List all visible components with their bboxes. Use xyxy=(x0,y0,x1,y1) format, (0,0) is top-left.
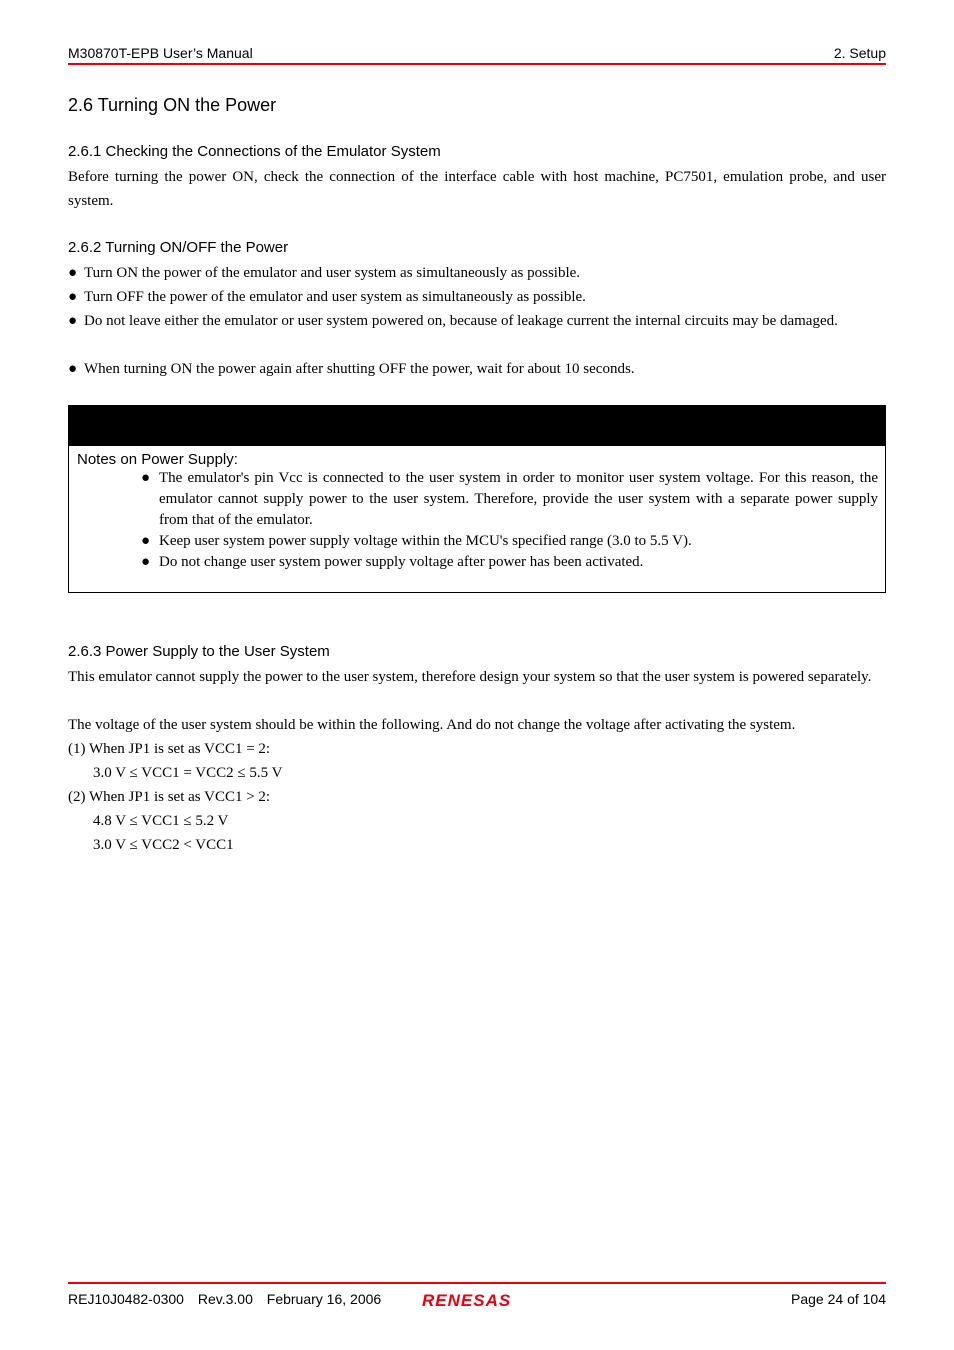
list-item xyxy=(68,309,886,333)
note-item-text: Keep user system power supply voltage within the MCU's specified range (3.0 to 5.5 V). xyxy=(159,533,692,549)
bullet-dot-icon: ● xyxy=(68,289,78,305)
bullet-dot-icon: ● xyxy=(68,313,78,329)
list-item xyxy=(68,261,886,285)
page-number: Page 24 of 104 xyxy=(791,1291,886,1307)
renesas-logo-icon xyxy=(420,1289,534,1311)
page-header xyxy=(68,44,886,62)
list-item-text: Turn ON the power of the emulator and user system as simultaneously as possible. xyxy=(84,265,581,281)
bullet-dot-icon: ● xyxy=(141,470,151,486)
subsection-title-2-6-2: 2.6.2 Turning ON/OFF the Power xyxy=(68,239,289,256)
bullet-dot-icon: ● xyxy=(141,533,151,549)
chapter-label: 2. Setup xyxy=(833,45,886,61)
subsection-body-2-6-3: This emulator cannot supply the power to the user system, therefore design your system so that the user system is powered separately. xyxy=(68,669,872,685)
note-header-band xyxy=(69,406,885,446)
header-rule xyxy=(68,63,886,65)
list-item xyxy=(68,357,886,381)
note-item-text: Do not change user system power supply voltage after power has been activated. xyxy=(159,554,644,570)
case-label: (2) When JP1 is set as VCC1 > 2: xyxy=(68,789,271,805)
note-item-text: The emulator's pin Vcc is connected to the user system in order to monitor user system voltage. For this reason, the emulator cannot supply power to the user system. Therefore, provide the user system with a separate power supply from that of the emulator. xyxy=(159,470,878,528)
voltage-condition: 3.0 V ≤ VCC2 < VCC1 xyxy=(93,837,234,853)
list-item xyxy=(68,285,886,309)
case-label: (1) When JP1 is set as VCC1 = 2: xyxy=(68,741,271,757)
publish-date: February 16, 2006 xyxy=(266,1291,382,1307)
section-title: 2.6 Turning ON the Power xyxy=(68,95,277,115)
footer-rule xyxy=(68,1282,886,1284)
note-item xyxy=(141,531,878,552)
voltage-condition: 3.0 V ≤ VCC1 = VCC2 ≤ 5.5 V xyxy=(93,765,283,781)
revision: Rev.3.00 xyxy=(197,1291,253,1307)
note-box xyxy=(68,405,886,593)
bullet-dot-icon: ● xyxy=(68,361,78,377)
note-item xyxy=(141,468,878,531)
bullet-dot-icon: ● xyxy=(141,554,151,570)
subsection-body-2-6-3-voltage: The voltage of the user system should be within the following. And do not change the voltage after activating the system. xyxy=(68,717,796,733)
note-item xyxy=(141,552,878,573)
subsection-title-2-6-1: 2.6.1 Checking the Connections of the Emulator System xyxy=(68,143,441,160)
bullet-dot-icon: ● xyxy=(68,265,78,281)
list-item-text: Do not leave either the emulator or user system powered on, because of leakage current the internal circuits may be damaged. xyxy=(84,313,838,329)
list-item-text: When turning ON the power again after shutting OFF the power, wait for about 10 seconds. xyxy=(84,361,635,377)
manual-title: M30870T-EPB User’s Manual xyxy=(68,45,253,61)
doc-number: REJ10J0482-0300 xyxy=(68,1291,184,1307)
subsection-body-2-6-1: Before turning the power ON, check the connection of the interface cable with host machine, PC7501, emulation probe, and user system. xyxy=(68,169,886,209)
renesas-logo-text: RENESAS xyxy=(422,1291,512,1310)
voltage-condition: 4.8 V ≤ VCC1 ≤ 5.2 V xyxy=(93,813,229,829)
subsection-title-2-6-3: 2.6.3 Power Supply to the User System xyxy=(68,643,330,660)
note-title: Notes on Power Supply: xyxy=(77,451,238,468)
list-item-text: Turn OFF the power of the emulator and user system as simultaneously as possible. xyxy=(84,289,586,305)
